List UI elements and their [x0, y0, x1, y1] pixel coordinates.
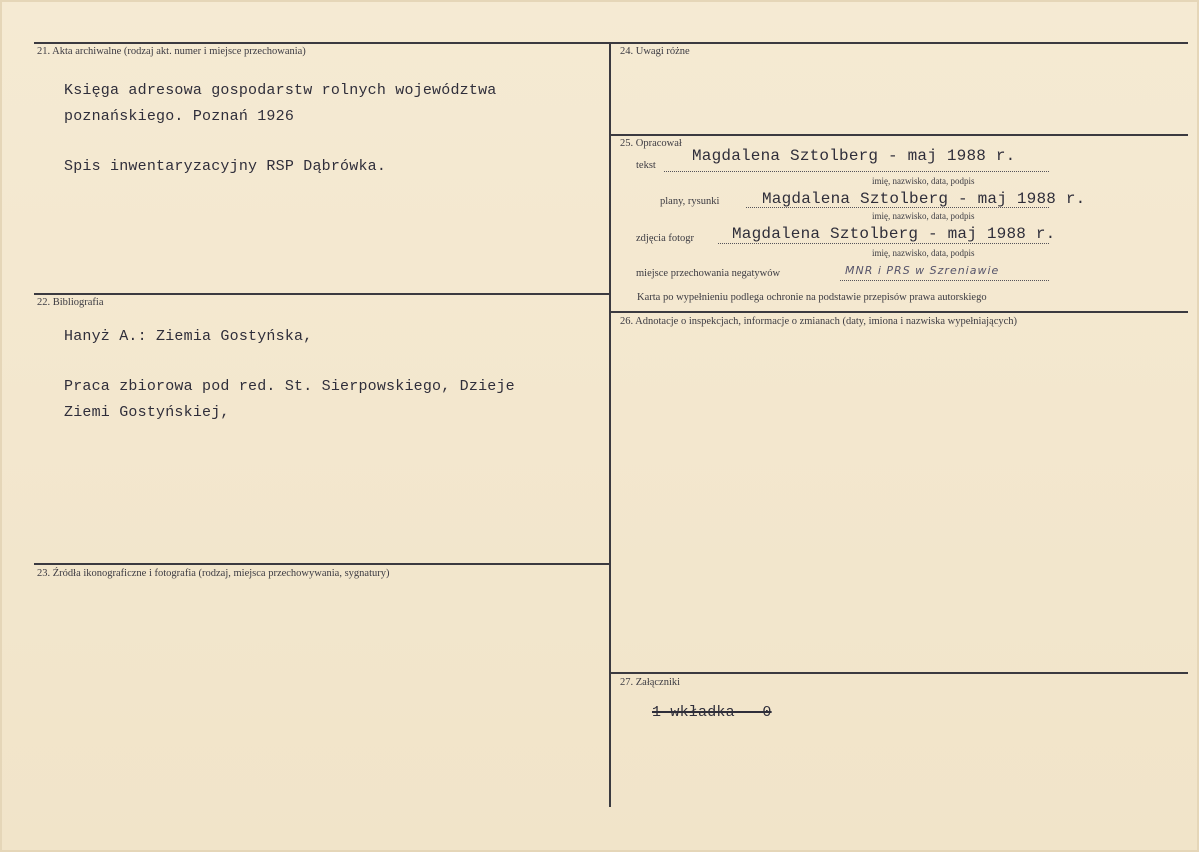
section-21-heading: 21. Akta archiwalne (rodzaj akt. numer i miejsce przechowania)	[37, 46, 306, 57]
rule-24-25	[610, 134, 1188, 136]
zdjecia-dotted-line	[718, 243, 1049, 244]
section-22-line-1: Hanyż A.: Ziemia Gostyńska,	[64, 328, 313, 345]
section-22-heading: 22. Bibliografia	[37, 297, 104, 308]
tekst-caption: imię, nazwisko, data, podpis	[872, 176, 975, 186]
center-divider	[609, 42, 611, 807]
rule-25-26	[610, 311, 1188, 313]
plany-caption: imię, nazwisko, data, podpis	[872, 211, 975, 221]
section-25-footer: Karta po wypełnieniu podlega ochronie na podstawie przepisów prawa autorskiego	[637, 292, 987, 303]
section-21-line-2: poznańskiego. Poznań 1926	[64, 108, 295, 125]
section-27-heading: 27. Załączniki	[620, 677, 681, 688]
negatywy-value: MNR i PRS w Szreniawie	[845, 264, 1000, 277]
negatywy-label: miejsce przechowania negatywów	[636, 268, 781, 279]
section-22-line-3: Ziemi Gostyńskiej,	[64, 404, 230, 421]
section-24-heading: 24. Uwagi różne	[620, 46, 690, 57]
section-23-heading: 23. Źródła ikonograficzne i fotografia (rodzaj, miejsca przechowywania, sygnatury)	[37, 568, 390, 579]
negatywy-dotted-line	[840, 280, 1049, 281]
zdjecia-value: Magdalena Sztolberg - maj 1988 r.	[732, 225, 1056, 243]
rule-26-27	[610, 672, 1188, 674]
tekst-dotted-line	[664, 171, 1049, 172]
zdjecia-label: zdjęcia fotogr	[636, 233, 695, 244]
section-27-value: 1 wkładka - 0	[652, 704, 772, 721]
rule-21-22	[34, 293, 610, 295]
plany-label: plany, rysunki	[660, 196, 720, 207]
section-22-line-2: Praca zbiorowa pod red. St. Sierpowskiego, Dzieje	[64, 378, 515, 395]
tekst-label: tekst	[636, 160, 656, 171]
section-21-line-3: Spis inwentaryzacyjny RSP Dąbrówka.	[64, 158, 387, 175]
tekst-value: Magdalena Sztolberg - maj 1988 r.	[692, 147, 1016, 165]
section-21-line-1: Księga adresowa gospodarstw rolnych województwa	[64, 82, 497, 99]
section-26-heading: 26. Adnotacje o inspekcjach, informacje o zmianach (daty, imiona i nazwiska wypełniających)	[620, 316, 1018, 327]
plany-value: Magdalena Sztolberg - maj 1988 r.	[762, 190, 1086, 208]
top-rule	[34, 42, 1188, 44]
zdjecia-caption: imię, nazwisko, data, podpis	[872, 248, 975, 258]
plany-dotted-line	[746, 207, 1049, 208]
rule-22-23	[34, 563, 610, 565]
section-25-heading: 25. Opracował	[620, 138, 682, 149]
